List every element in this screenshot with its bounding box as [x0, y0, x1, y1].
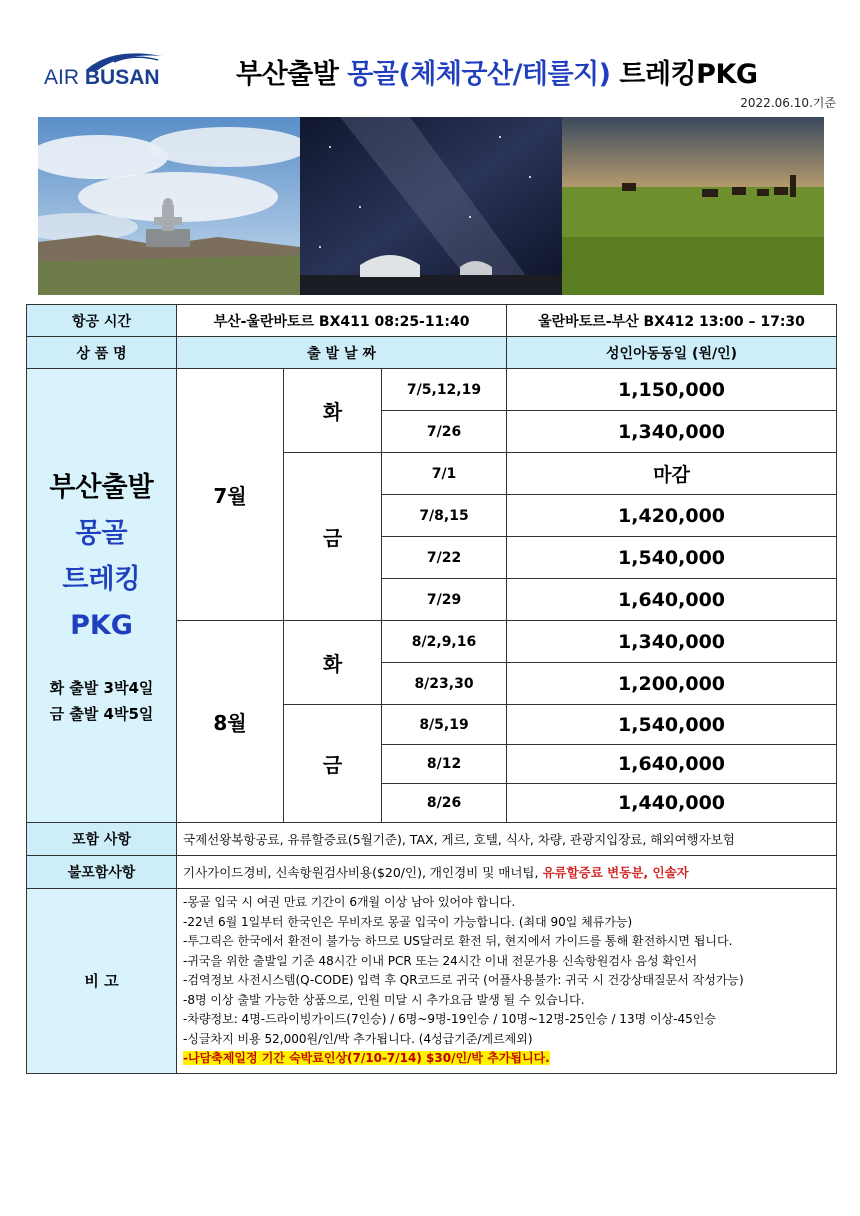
remarks-label: 비 고	[27, 889, 177, 1074]
price-header: 성인아동동일 (원/인)	[507, 337, 837, 369]
price: 1,200,000	[507, 663, 837, 705]
departure-dates: 8/26	[382, 784, 507, 823]
package-title-line3: 트레킹	[62, 563, 141, 595]
itinerary-table	[26, 304, 837, 1074]
reference-date: 2022.06.10.기준	[740, 96, 836, 110]
remark-line: -검역정보 사전시스템(Q-CODE) 입력 후 QR코드로 귀국 (어플사용불가: 귀국 시 건강상태질문서 작성가능)	[183, 973, 744, 987]
logo-text: AIR BUSAN	[44, 66, 160, 89]
remark-line: -22년 6월 1일부터 한국인은 무비자로 몽골 입국이 가능합니다. (최대 90일 체류가능)	[183, 914, 633, 929]
remarks-cell	[177, 889, 837, 1074]
remark-line: -차량정보: 4명-드라이빙가이드(7인승) / 6명~9명-19인승 / 10명~12명-25인승 / 13명 이상-45인승	[183, 1012, 716, 1026]
package-title-line1: 부산출발	[49, 471, 154, 503]
month-july: 7월	[177, 369, 284, 621]
included-label: 포함 사항	[27, 823, 177, 856]
price: 1,420,000	[507, 495, 837, 537]
price: 1,640,000	[507, 579, 837, 621]
departure-dates: 7/29	[382, 579, 507, 621]
departure-dates: 7/22	[382, 537, 507, 579]
air-busan-logo	[44, 50, 164, 92]
departure-dates: 8/5,19	[382, 705, 507, 745]
excluded-red-text: 유류할증료 변동분, 인솔자	[542, 865, 689, 880]
departure-dates: 8/12	[382, 745, 507, 784]
price: 1,340,000	[507, 621, 837, 663]
package-tue-duration: 화 출발 3박4일	[49, 678, 154, 697]
product-name-header: 상 품 명	[27, 337, 177, 369]
day-tue: 화	[284, 369, 382, 453]
departure-dates: 7/8,15	[382, 495, 507, 537]
price: 1,640,000	[507, 745, 837, 784]
remark-line: -몽골 입국 시 여권 만료 기간이 6개월 이상 남아 있어야 합니다.	[183, 895, 516, 909]
package-title-line2: 몽골	[75, 517, 128, 549]
departure-dates: 7/1	[382, 453, 507, 495]
departure-dates: 8/23,30	[382, 663, 507, 705]
flight-time-label: 항공 시간	[27, 305, 177, 337]
photo-night-ger	[300, 117, 562, 295]
price: 1,440,000	[507, 784, 837, 823]
remark-line: -투그릭은 한국에서 환전이 불가능 하므로 US달러로 환전 뒤, 현지에서 가이드를 통해 환전하시면 됩니다.	[183, 934, 733, 948]
departure-dates: 7/5,12,19	[382, 369, 507, 411]
departure-dates: 8/2,9,16	[382, 621, 507, 663]
table-row	[27, 369, 837, 411]
price: 마감	[507, 453, 837, 495]
excluded-text: 기사가이드경비, 신속항원검사비용($20/인), 개인경비 및 매너팁,	[183, 865, 539, 880]
package-cell	[27, 369, 177, 823]
excluded-label: 불포함사항	[27, 856, 177, 889]
departure-date-header: 출 발 날 짜	[177, 337, 507, 369]
excluded-cell	[177, 856, 837, 889]
departure-dates: 7/26	[382, 411, 507, 453]
day-fri: 금	[284, 453, 382, 621]
price: 1,540,000	[507, 537, 837, 579]
remark-line: -8명 이상 출발 가능한 상품으로, 인원 미달 시 추가요금 발생 될 수 있습니다.	[183, 992, 585, 1007]
price: 1,540,000	[507, 705, 837, 745]
package-fri-duration: 금 출발 4박5일	[49, 704, 154, 723]
included-text: 국제선왕복항공료, 유류할증료(5월기준), TAX, 게르, 호텔, 식사, 차량, 관광지입장료, 해외여행자보험	[177, 823, 837, 856]
inbound-flight: 울란바토르-부산 BX412 13:00 – 17:30	[507, 305, 837, 337]
remark-highlight: -나담축제일정 기간 숙박료인상(7/10-7/14) $30/인/박 추가됩니다.	[183, 1051, 550, 1065]
photo-statue	[38, 117, 300, 295]
month-august: 8월	[177, 621, 284, 823]
outbound-flight: 부산-울란바토르 BX411 08:25-11:40	[177, 305, 507, 337]
package-title-line4: PKG	[70, 609, 133, 641]
price: 1,340,000	[507, 411, 837, 453]
remark-line: -귀국을 위한 출발일 기준 48시간 이내 PCR 또는 24시간 이내 전문가용 신속항원검사 음성 확인서	[183, 953, 698, 968]
day-fri: 금	[284, 705, 382, 823]
page-title: 부산출발 몽골(체체궁산/테를지) 트레킹PKG	[236, 59, 758, 90]
price: 1,150,000	[507, 369, 837, 411]
photo-grassland-horses	[562, 117, 824, 295]
remark-line: -싱글차지 비용 52,000원/인/박 추가됩니다. (4성급기준/게르제외)	[183, 1031, 533, 1046]
photo-strip	[38, 117, 824, 295]
day-tue: 화	[284, 621, 382, 705]
